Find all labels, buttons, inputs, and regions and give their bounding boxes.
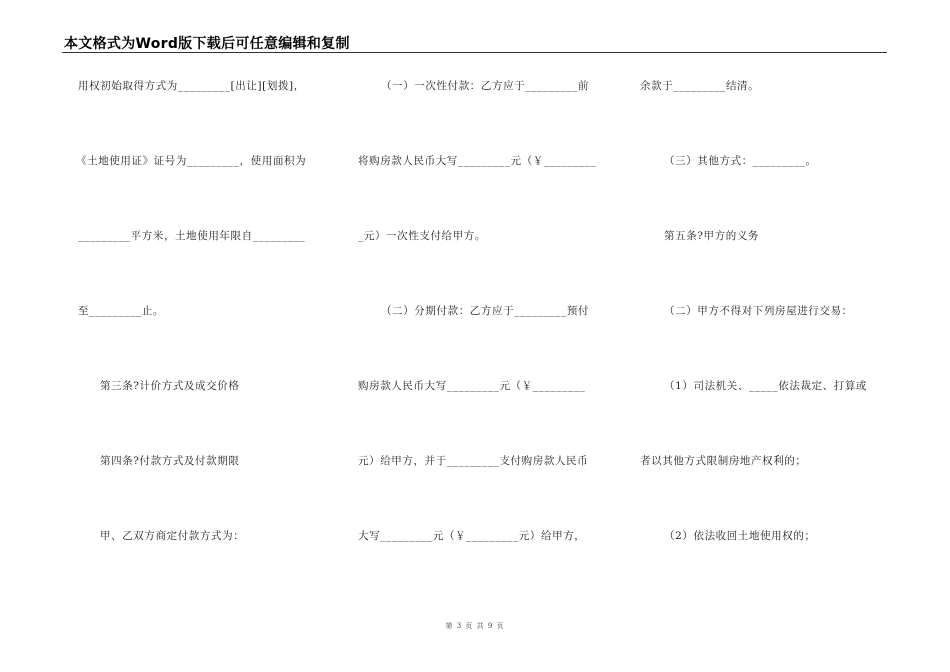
column-line: 甲、乙双方商定付款方式为：: [100, 530, 245, 542]
column-line: 《土地使用证》证号为_________，使用面积为: [76, 155, 307, 167]
column-line: 将购房款人民币大写_________元（￥_________: [358, 155, 597, 167]
column-line: _________平方米，土地使用年限自_________: [78, 230, 306, 242]
column-line: （2）依法收回土地使用权的；: [664, 530, 816, 542]
column-line: 第三条?计价方式及成交价格: [100, 380, 240, 392]
column-line: 购房款人民币大写_________元（￥_________: [358, 380, 586, 392]
column-line: 者以其他方式限制房地产权利的；: [640, 455, 807, 467]
column-line: （三）其他方式：_________。: [664, 155, 817, 167]
column-line: 第四条?付款方式及付款期限: [100, 455, 240, 467]
column-line: （二）分期付款：乙方应于_________预付: [381, 305, 590, 317]
column-line: 元）给甲方，并于_________支付购房款人民币: [358, 455, 589, 467]
column-line: _元）一次性支付给甲方。: [358, 230, 486, 242]
column-line: 用权初始取得方式为_________[出让][划拨]，: [78, 80, 305, 92]
column-line: 第五条?甲方的义务: [664, 230, 760, 242]
document-title: 本文格式为Word版下载后可任意编辑和复制: [64, 36, 350, 52]
column-line: （一）一次性付款：乙方应于_________前: [381, 80, 590, 92]
column-line: （1）司法机关、_____依法裁定、打算或: [664, 380, 868, 392]
column-line: （二）甲方不得对下列房屋进行交易：: [664, 305, 853, 317]
column-line: 至_________止。: [78, 305, 164, 317]
column-line: 余款于_________结清。: [640, 80, 760, 92]
page-number: 第 3 页 共 9 页: [445, 622, 505, 630]
column-line: 大写_________元（￥_________元）给甲方，: [358, 530, 586, 542]
